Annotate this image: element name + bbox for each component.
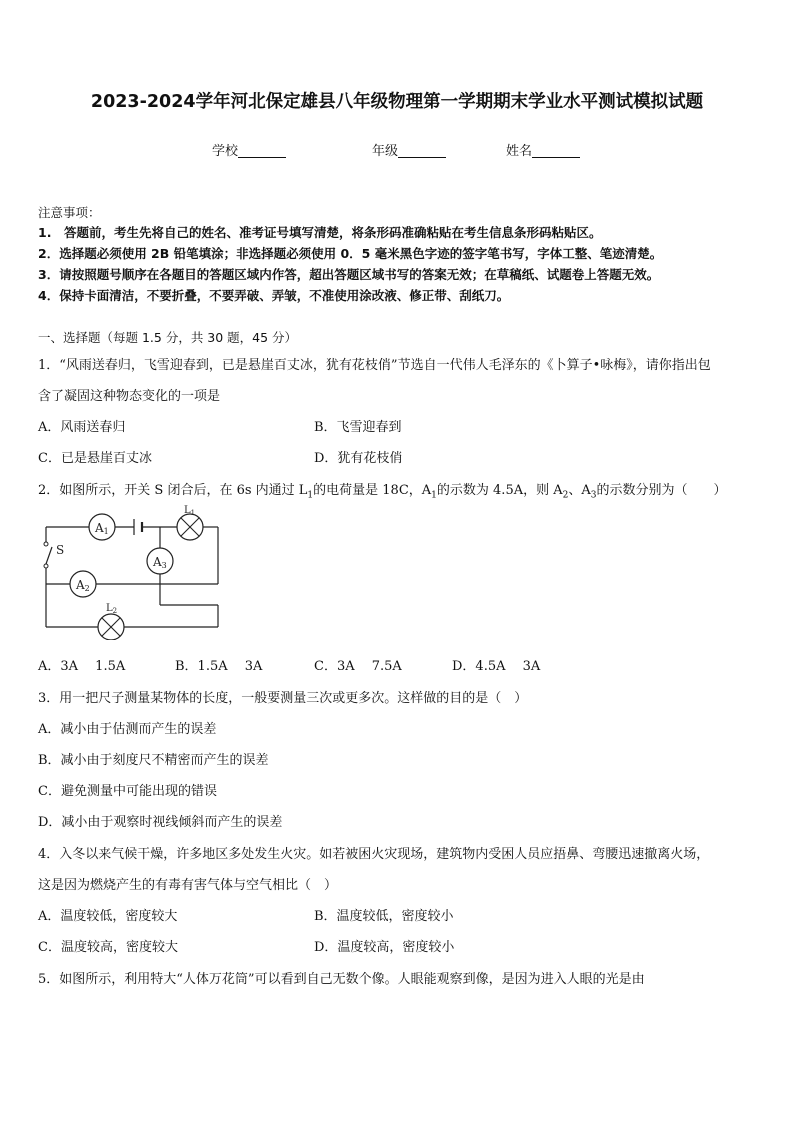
q1-option-b[interactable]: B．飞雪迎春到: [314, 420, 402, 435]
q1-stem-line2: 含了凝固这种物态变化的一项是: [38, 389, 221, 404]
q2-circuit-diagram: [38, 505, 228, 640]
q4-option-a[interactable]: A．温度较低，密度较大: [38, 909, 178, 924]
q4-option-b[interactable]: B．温度较低，密度较小: [314, 909, 454, 924]
name-field: [506, 140, 580, 159]
q1-option-d[interactable]: D．犹有花枝俏: [314, 451, 403, 466]
school-blank[interactable]: [238, 143, 286, 158]
q2-option-a[interactable]: A．3A 1.5A: [38, 659, 126, 674]
a3-sub: 3: [161, 561, 167, 570]
notice-item-3: 3．请按照题号顺序在各题目的答题区域内作答，超出答题区域书写的答案无效；在草稿纸、试题卷上答题无效。: [38, 267, 660, 282]
q4-stem-line2: 这是因为燃烧产生的有毒有害气体与空气相比（ ）: [38, 878, 338, 893]
school-field: [212, 140, 286, 159]
q2-stem-part2: 的电荷量是 18C，A: [313, 483, 432, 498]
q4-stem-line1: 4．入冬以来气候干燥，许多地区多处发生火灾。如若被困火灾现场，建筑物内受困人员应捂鼻、弯腰迅速撤离火场，: [38, 847, 710, 862]
school-label: 学校: [212, 144, 239, 159]
q3-option-c[interactable]: C．避免测量中可能出现的错误: [38, 784, 217, 799]
switch-lever: [46, 547, 52, 564]
svg-text:L1: [184, 505, 195, 517]
notice-item-1: 1. 答题前，考生先将自己的姓名、准考证号填写清楚，将条形码准确粘贴在考生信息条形码粘贴区。: [38, 225, 602, 240]
name-blank[interactable]: [532, 143, 580, 158]
q1-stem-line1: 1．“风雨送春归，飞雪迎春到，已是悬崖百丈冰，犹有花枝俏”节选自一代伟人毛泽东的《卜算子•咏梅》，请你指出包: [38, 358, 711, 373]
q4-option-d[interactable]: D．温度较高，密度较小: [314, 940, 455, 955]
q2-sub-a1: 1: [431, 490, 437, 501]
notice-item-2: 2．选择题必须使用 2B 铅笔填涂；非选择题必须使用 0．5 毫米黑色字迹的签字笔书写，字体工整、笔迹清楚。: [38, 246, 663, 261]
page-title: 2023-2024学年河北保定雄县八年级物理第一学期期末学业水平测试模拟试题: [90, 92, 704, 112]
q2-option-d[interactable]: D．4.5A 3A: [452, 659, 541, 674]
q3-option-d[interactable]: D．减小由于观察时视线倾斜而产生的误差: [38, 815, 283, 830]
q2-option-c[interactable]: C．3A 7.5A: [314, 659, 402, 674]
l2-letter: L: [106, 603, 113, 614]
a3-letter: A: [153, 555, 162, 569]
grade-field: [372, 140, 446, 159]
q2-stem-part5: 的示数分别为（ ）: [596, 483, 727, 498]
q1-option-a[interactable]: A．风雨送春归: [38, 420, 126, 435]
section-heading: 一、选择题（每题 1.5 分，共 30 题，45 分）: [38, 330, 298, 345]
a1-letter: A: [95, 521, 104, 535]
q4-option-c[interactable]: C．温度较高，密度较大: [38, 940, 178, 955]
notice-item-4: 4．保持卡面清洁，不要折叠，不要弄破、弄皱，不准使用涂改液、修正带、刮纸刀。: [38, 288, 510, 303]
q2-sub-l1: 1: [307, 490, 314, 501]
q3-option-a[interactable]: A．减小由于估测而产生的误差: [38, 722, 217, 737]
q2-stem-part3: 的示数为 4.5A，则 A: [436, 483, 563, 498]
switch-contact-top: [44, 542, 48, 546]
q2-sub-a2: 2: [562, 490, 569, 501]
a2-sub: 2: [84, 584, 90, 593]
q2-stem-part1: 2．如图所示，开关 S 闭合后，在 6s 内通过 L: [38, 483, 308, 498]
q2-option-b[interactable]: B．1.5A 3A: [175, 659, 263, 674]
grade-label: 年级: [372, 144, 399, 159]
notice-heading: 注意事项：: [38, 205, 101, 220]
q2-stem: [38, 479, 727, 501]
q3-option-b[interactable]: B．减小由于刻度尺不精密而产生的误差: [38, 753, 269, 768]
l2-sub: 2: [112, 607, 118, 615]
a2-letter: A: [76, 578, 85, 592]
l1-letter: L: [184, 505, 191, 516]
q2-stem-part4: 、A: [568, 483, 591, 498]
q1-option-c[interactable]: C．已是悬崖百丈冰: [38, 451, 152, 466]
grade-blank[interactable]: [398, 143, 446, 158]
svg-text:L2: [106, 603, 117, 615]
q2-sub-a3: 3: [590, 490, 597, 501]
l1-sub: 1: [190, 509, 196, 517]
name-label: 姓名: [506, 144, 533, 159]
a1-sub: 1: [103, 527, 109, 536]
q5-stem: 5．如图所示，利用特大“人体万花筒”可以看到自己无数个像。人眼能观察到像，是因为进入人眼的光是由: [38, 972, 645, 987]
switch-label: S: [56, 543, 65, 557]
switch-contact-bottom: [44, 564, 48, 568]
q3-stem: 3．用一把尺子测量某物体的长度，一般要测量三次或更多次。这样做的目的是（ ）: [38, 691, 528, 706]
